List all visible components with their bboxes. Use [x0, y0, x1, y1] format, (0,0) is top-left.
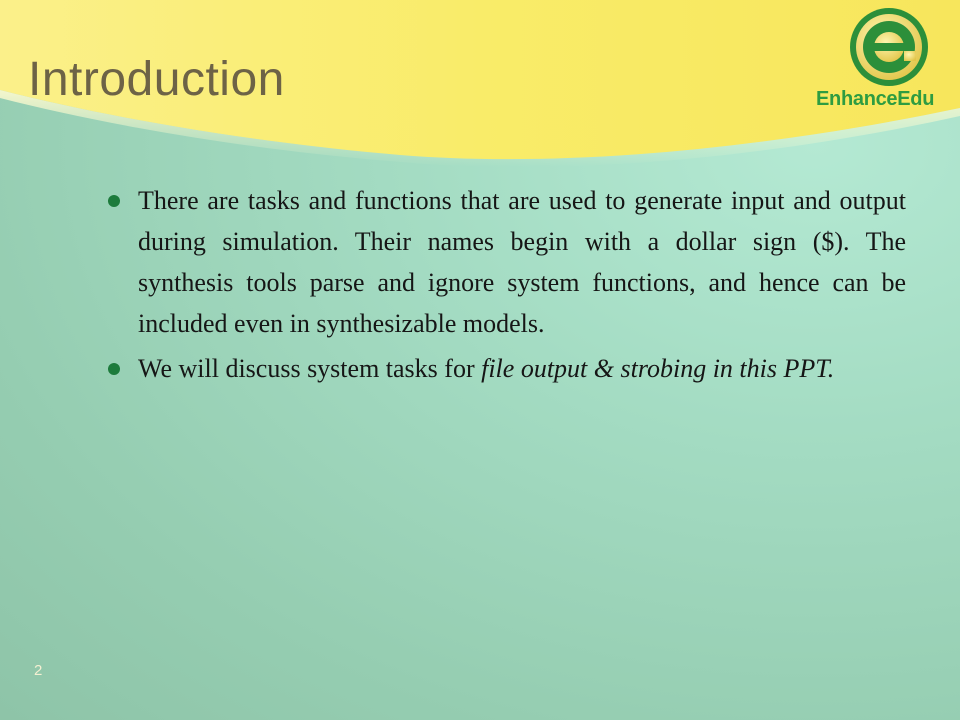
bullet-text-italic: file output & strobing in this PPT.	[481, 354, 835, 383]
bullet-text-start: We will discuss system tasks for	[138, 354, 482, 383]
logo-wordmark: EnhanceEdu	[816, 88, 935, 110]
bullet-list	[108, 180, 906, 393]
bullet-item-2	[108, 348, 906, 389]
enhanceedu-logo	[808, 6, 958, 116]
bullet-icon	[108, 195, 120, 207]
bullet-text: There are tasks and functions that are used to generate input and output during simulation. Their names begin with a dollar sign ($). The synthesis tools parse and ignore system functions, and hence can be included even in synthesizable models.	[138, 186, 906, 338]
slide-title: Introduction	[28, 53, 285, 106]
page-number: 2	[34, 662, 43, 679]
bullet-icon	[108, 363, 120, 375]
enhanceedu-e-icon	[848, 6, 930, 88]
bullet-item-1	[108, 180, 906, 344]
